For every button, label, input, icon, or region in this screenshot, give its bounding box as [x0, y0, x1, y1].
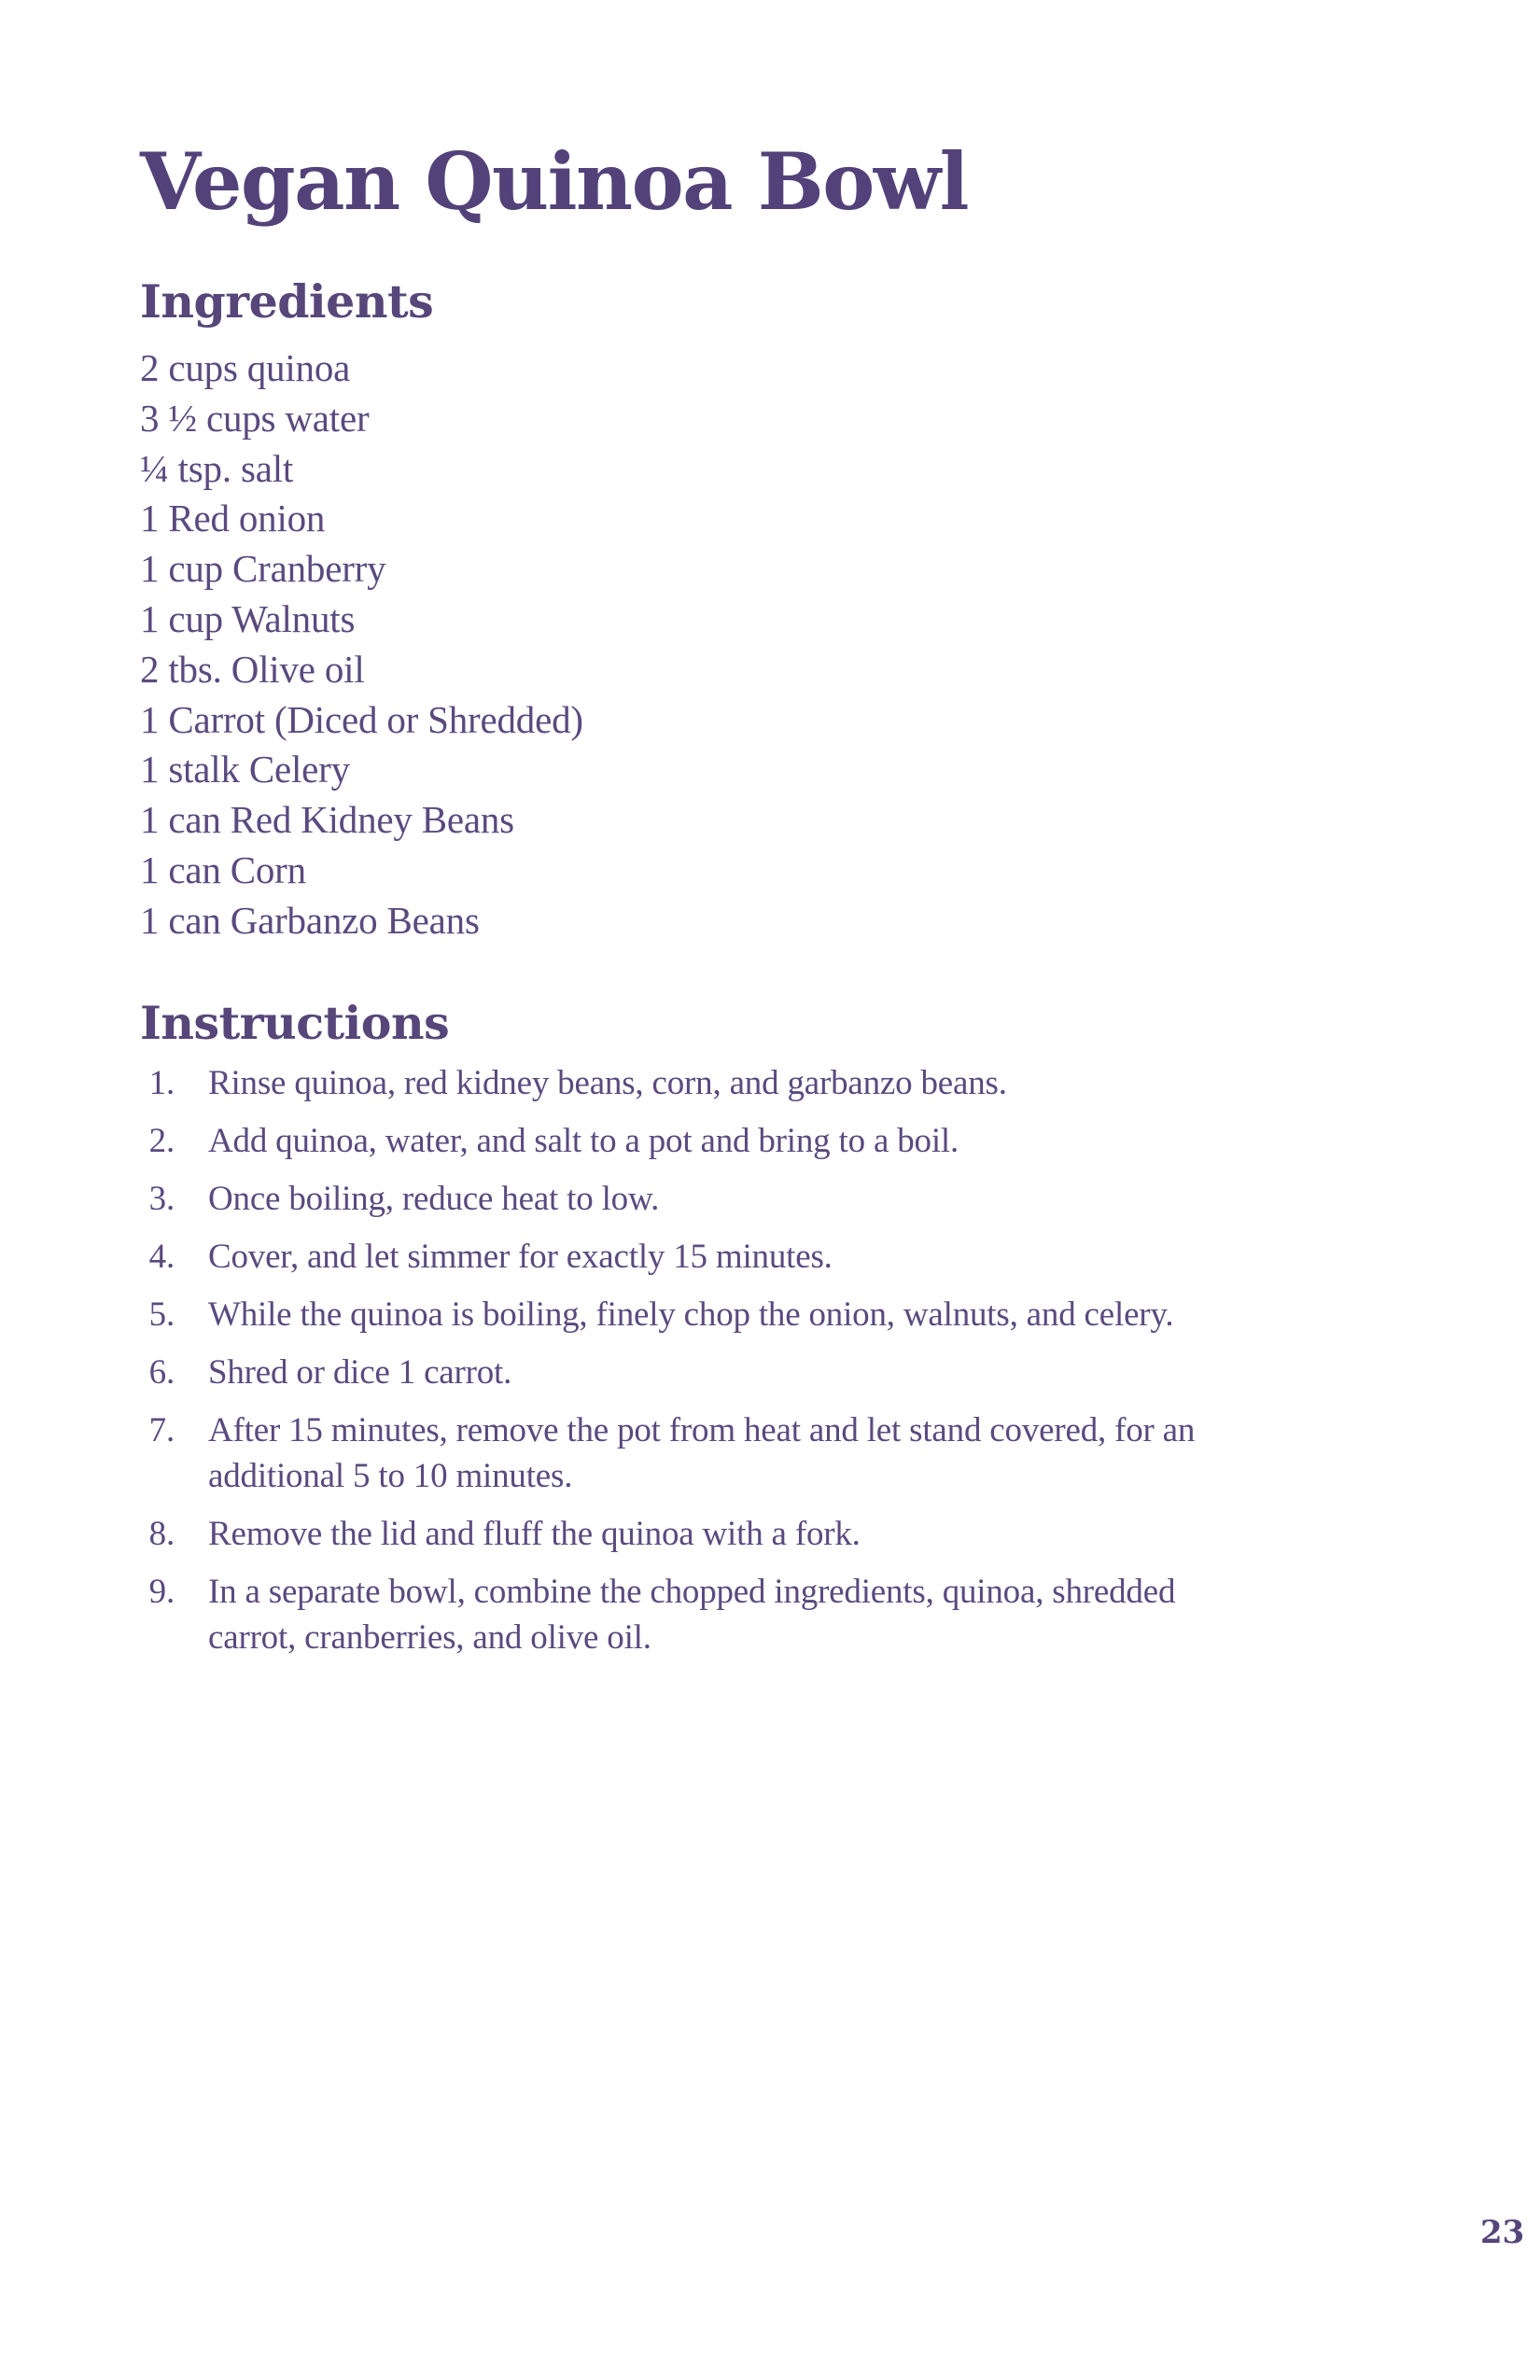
- step-text: While the quinoa is boiling, finely chop the onion, walnuts, and celery.: [208, 1295, 1174, 1334]
- step-number: 4.: [148, 1238, 175, 1276]
- step-text: In a separate bowl, combine the chopped ingredients, quinoa, shredded carrot, cranberries, and olive oil.: [208, 1573, 1176, 1657]
- step-number: 3.: [148, 1180, 175, 1218]
- instructions-heading: Instructions: [140, 996, 450, 1050]
- step-text: Once boiling, reduce heat to low.: [208, 1180, 660, 1218]
- step-text: Cover, and let simmer for exactly 15 minutes.: [208, 1238, 833, 1276]
- instruction-step: [140, 1569, 1353, 1660]
- instruction-step: [140, 1511, 1353, 1557]
- step-text: Add quinoa, water, and salt to a pot and bring to a boil.: [208, 1122, 959, 1160]
- step-number: 2.: [148, 1122, 175, 1160]
- instruction-step: [140, 1118, 1353, 1164]
- page-title: Vegan Quinoa Bowl: [140, 135, 969, 228]
- step-number: 5.: [148, 1295, 175, 1334]
- instruction-step: [140, 1407, 1353, 1499]
- ingredient-item: 2 cups quinoa: [140, 346, 351, 389]
- step-text: Shred or dice 1 carrot.: [208, 1353, 512, 1392]
- ingredient-item: 1 can Garbanzo Beans: [140, 898, 480, 942]
- ingredient-item: 2 tbs. Olive oil: [140, 647, 365, 691]
- step-number: 8.: [148, 1515, 175, 1553]
- ingredient-item: 1 Red onion: [140, 497, 326, 540]
- ingredient-item: 1 can Corn: [140, 847, 306, 891]
- ingredient-item: 1 Carrot (Diced or Shredded): [140, 697, 583, 741]
- ingredient-item: 1 cup Cranberry: [140, 547, 386, 591]
- ingredients-list: [140, 343, 583, 946]
- instructions-list: [140, 1060, 1353, 1673]
- ingredient-item: 1 stalk Celery: [140, 748, 350, 791]
- step-text: Rinse quinoa, red kidney beans, corn, and garbanzo beans.: [208, 1064, 1007, 1102]
- instruction-step: [140, 1350, 1353, 1395]
- step-number: 9.: [148, 1573, 175, 1611]
- ingredient-item: 3 ½ cups water: [140, 396, 370, 440]
- recipe-page: [140, 0, 1525, 2380]
- page-number: 23: [1480, 2214, 1525, 2251]
- instruction-step: [140, 1292, 1353, 1337]
- step-text: After 15 minutes, remove the pot from heat and let stand covered, for an additional 5 to 10 minutes.: [208, 1411, 1196, 1495]
- instruction-step: [140, 1234, 1353, 1280]
- ingredient-item: 1 cup Walnuts: [140, 596, 356, 640]
- instruction-step: [140, 1060, 1353, 1106]
- ingredients-heading: Ingredients: [140, 274, 434, 329]
- instruction-step: [140, 1176, 1353, 1222]
- step-number: 6.: [148, 1353, 175, 1392]
- step-number: 7.: [148, 1411, 175, 1449]
- ingredient-item: 1 can Red Kidney Beans: [140, 798, 514, 842]
- step-text: Remove the lid and fluff the quinoa with a fork.: [208, 1515, 861, 1553]
- step-number: 1.: [148, 1064, 175, 1102]
- ingredient-item: ¼ tsp. salt: [140, 446, 294, 490]
